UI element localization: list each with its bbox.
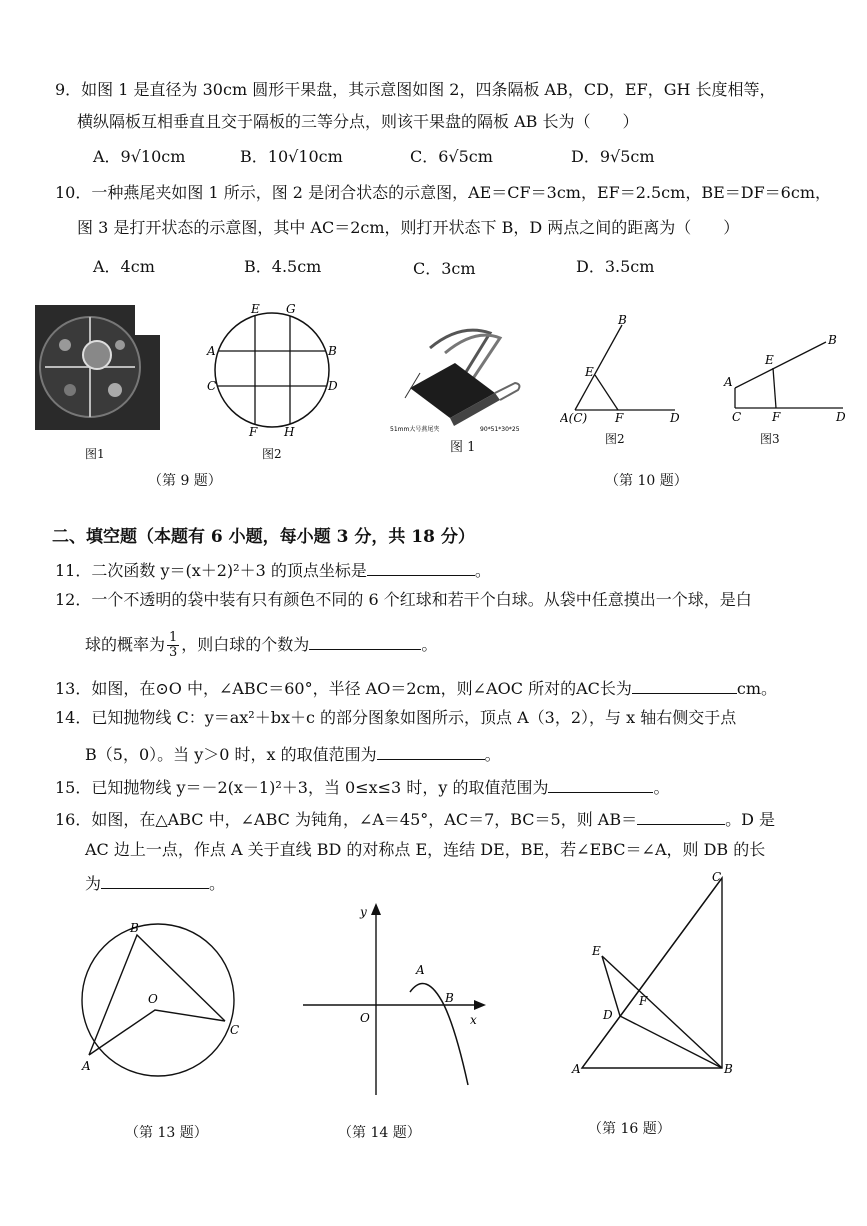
q10-fig2-label-f: F bbox=[615, 411, 624, 425]
q14-label-b: B bbox=[445, 991, 454, 1005]
q9-fig2-label-a: A bbox=[207, 344, 216, 358]
q9-option-b: B．10√10cm bbox=[240, 147, 343, 166]
q15-text: 15．已知抛物线 y＝－2(x－1)²＋3，当 0≤x≤3 时，y 的取值范围为 bbox=[55, 778, 549, 797]
q10-option-c: C．3cm bbox=[413, 259, 476, 278]
q10-fig3-label-c: C bbox=[732, 410, 742, 424]
q9-fig2-label-f: F bbox=[249, 425, 258, 439]
q12-line1: 12．一个不透明的袋中装有只有颜色不同的 6 个红球和若干个白球。从袋中任意摸出一个球，是白 bbox=[55, 590, 752, 609]
q14-answer-blank[interactable] bbox=[377, 743, 485, 760]
q10-fig3-label-e: E bbox=[765, 353, 774, 367]
q16-ab-answer-blank[interactable] bbox=[637, 808, 725, 825]
q14-label-y: y bbox=[360, 905, 367, 919]
q14-label-a: A bbox=[416, 963, 425, 977]
q13-label-a: A bbox=[82, 1059, 91, 1073]
section-2-heading: 二、填空题（本题有 6 小题，每小题 3 分，共 18 分） bbox=[52, 527, 475, 547]
q11-answer-blank[interactable] bbox=[367, 559, 475, 576]
q9-line1: 9．如图 1 是直径为 30cm 圆形干果盘，其示意图如图 2，四条隔板 AB，CD，EF，GH 长度相等， bbox=[55, 80, 776, 99]
q11-line: 11．二次函数 y＝(x＋2)²＋3 的顶点坐标是 。 bbox=[55, 561, 491, 580]
clip-photo-text-right: 90*51*30*25 bbox=[480, 426, 520, 433]
q16-label-e: E bbox=[592, 944, 601, 958]
q16-db-answer-blank[interactable] bbox=[101, 872, 209, 889]
q16-label-f: F bbox=[639, 994, 648, 1008]
q9-fig2-diagram bbox=[200, 300, 350, 440]
q12-line2: 球的概率为 $\frac{1}{3}$ ，则白球的个数为 。 bbox=[85, 630, 438, 660]
q10-fig2-label-d: D bbox=[670, 411, 680, 425]
q10-figure-caption: （第 10 题） bbox=[605, 473, 688, 489]
q9-line2: 横纵隔板互相垂直且交于隔板的三等分点，则该干果盘的隔板 AB 长为（ ） bbox=[77, 112, 639, 131]
q16-triangle-figure bbox=[562, 868, 752, 1083]
fruit-tray-photo bbox=[35, 305, 160, 430]
q9-option-d: D．9√5cm bbox=[571, 147, 655, 166]
q10-line2: 图 3 是打开状态的示意图，其中 AC＝2cm，则打开状态下 B，D 两点之间的距离为（ ） bbox=[77, 218, 740, 237]
q16-line3: 为 。 bbox=[85, 874, 226, 893]
q12-fraction: $\frac{1}{3}$ bbox=[169, 630, 178, 660]
q9-fig2-label-e: E bbox=[251, 302, 260, 316]
q13-answer-blank[interactable] bbox=[632, 677, 737, 694]
q14-line1: 14．已知抛物线 C：y＝ax²＋bx＋c 的部分图象如图所示，顶点 A（3，2），与 x 轴右侧交于点 bbox=[55, 708, 737, 727]
q10-fig3-label-f: F bbox=[772, 410, 781, 424]
q16-line2: AC 边上一点，作点 A 关于直线 BD 的对称点 E，连结 DE，BE，若∠EBC＝∠A，则 DB 的长 bbox=[85, 840, 766, 859]
q9-fig2-label-b: B bbox=[328, 344, 337, 358]
q16-figure-caption: （第 16 题） bbox=[588, 1121, 671, 1137]
q10-fig2-diagram bbox=[560, 310, 690, 425]
q13-circle-figure bbox=[70, 910, 250, 1080]
q13-label-b: B bbox=[130, 921, 139, 935]
q10-fig1-caption: 图 1 bbox=[450, 440, 476, 455]
q10-line1: 10．一种燕尾夹如图 1 所示，图 2 是闭合状态的示意图，AE＝CF＝3cm，EF＝2.5cm，BE＝DF＝6cm， bbox=[55, 183, 831, 202]
q10-fig3-label-d: D bbox=[836, 410, 846, 424]
q9-fig2-label-h: H bbox=[284, 425, 295, 439]
q10-fig3-label-b: B bbox=[828, 333, 837, 347]
q16-label-a: A bbox=[572, 1062, 581, 1076]
q15-line: 15．已知抛物线 y＝－2(x－1)²＋3，当 0≤x≤3 时，y 的取值范围为 。 bbox=[55, 778, 670, 797]
q10-option-d: D．3.5cm bbox=[576, 257, 655, 276]
q13-label-o: O bbox=[148, 992, 158, 1006]
q13-figure-caption: （第 13 题） bbox=[125, 1125, 208, 1141]
q10-fig2-label-e: E bbox=[585, 365, 594, 379]
q10-option-b: B．4.5cm bbox=[244, 257, 322, 276]
q16-label-b: B bbox=[724, 1062, 733, 1076]
q16-label-c: C bbox=[712, 870, 722, 884]
q9-fig2-caption: 图2 bbox=[262, 447, 282, 461]
q9-option-c: C．6√5cm bbox=[410, 147, 493, 166]
q15-answer-blank[interactable] bbox=[548, 776, 653, 793]
q10-fig3-caption: 图3 bbox=[760, 432, 780, 446]
q9-fig2-label-g: G bbox=[286, 302, 296, 316]
q9-fig2-label-d: D bbox=[328, 379, 338, 393]
q14-figure-caption: （第 14 题） bbox=[338, 1125, 421, 1141]
q10-fig3-diagram bbox=[718, 330, 853, 425]
q10-fig2-label-ac: A(C) bbox=[560, 411, 588, 425]
q10-fig2-caption: 图2 bbox=[605, 432, 625, 446]
binder-clip-photo bbox=[390, 318, 530, 433]
q10-option-a: A．4cm bbox=[93, 257, 155, 276]
q14-label-o: O bbox=[360, 1011, 370, 1025]
q14-parabola-figure bbox=[298, 900, 498, 1100]
q14-label-x: x bbox=[470, 1013, 477, 1027]
q11-text: 11．二次函数 y＝(x＋2)²＋3 的顶点坐标是 bbox=[55, 561, 367, 580]
q13-label-c: C bbox=[230, 1023, 240, 1037]
q14-line2: B（5，0）。当 y＞0 时，x 的取值范围为 。 bbox=[85, 745, 501, 764]
q16-label-d: D bbox=[603, 1008, 613, 1022]
q10-fig2-label-b: B bbox=[618, 313, 627, 327]
q9-fig2-label-c: C bbox=[207, 379, 217, 393]
q13-line: 13．如图，在⊙O 中，∠ABC＝60°，半径 AO＝2cm，则∠AOC 所对的AC长为 cm。 bbox=[55, 679, 778, 698]
q9-figure-caption: （第 9 题） bbox=[148, 473, 222, 489]
q9-fig1-caption: 图1 bbox=[85, 447, 105, 461]
q12-answer-blank[interactable] bbox=[309, 633, 421, 650]
q9-option-a: A．9√10cm bbox=[93, 147, 186, 166]
clip-photo-text-left: 51mm大号燕尾夹 bbox=[390, 426, 440, 433]
q13-text: 13．如图，在⊙O 中，∠ABC＝60°，半径 AO＝2cm，则∠AOC 所对的AC长为 bbox=[55, 679, 632, 698]
q10-fig3-label-a: A bbox=[724, 375, 733, 389]
q16-line1: 16．如图，在△ABC 中，∠ABC 为钝角，∠A＝45°，AC＝7，BC＝5，则 AB＝ 。D 是 bbox=[55, 810, 776, 829]
